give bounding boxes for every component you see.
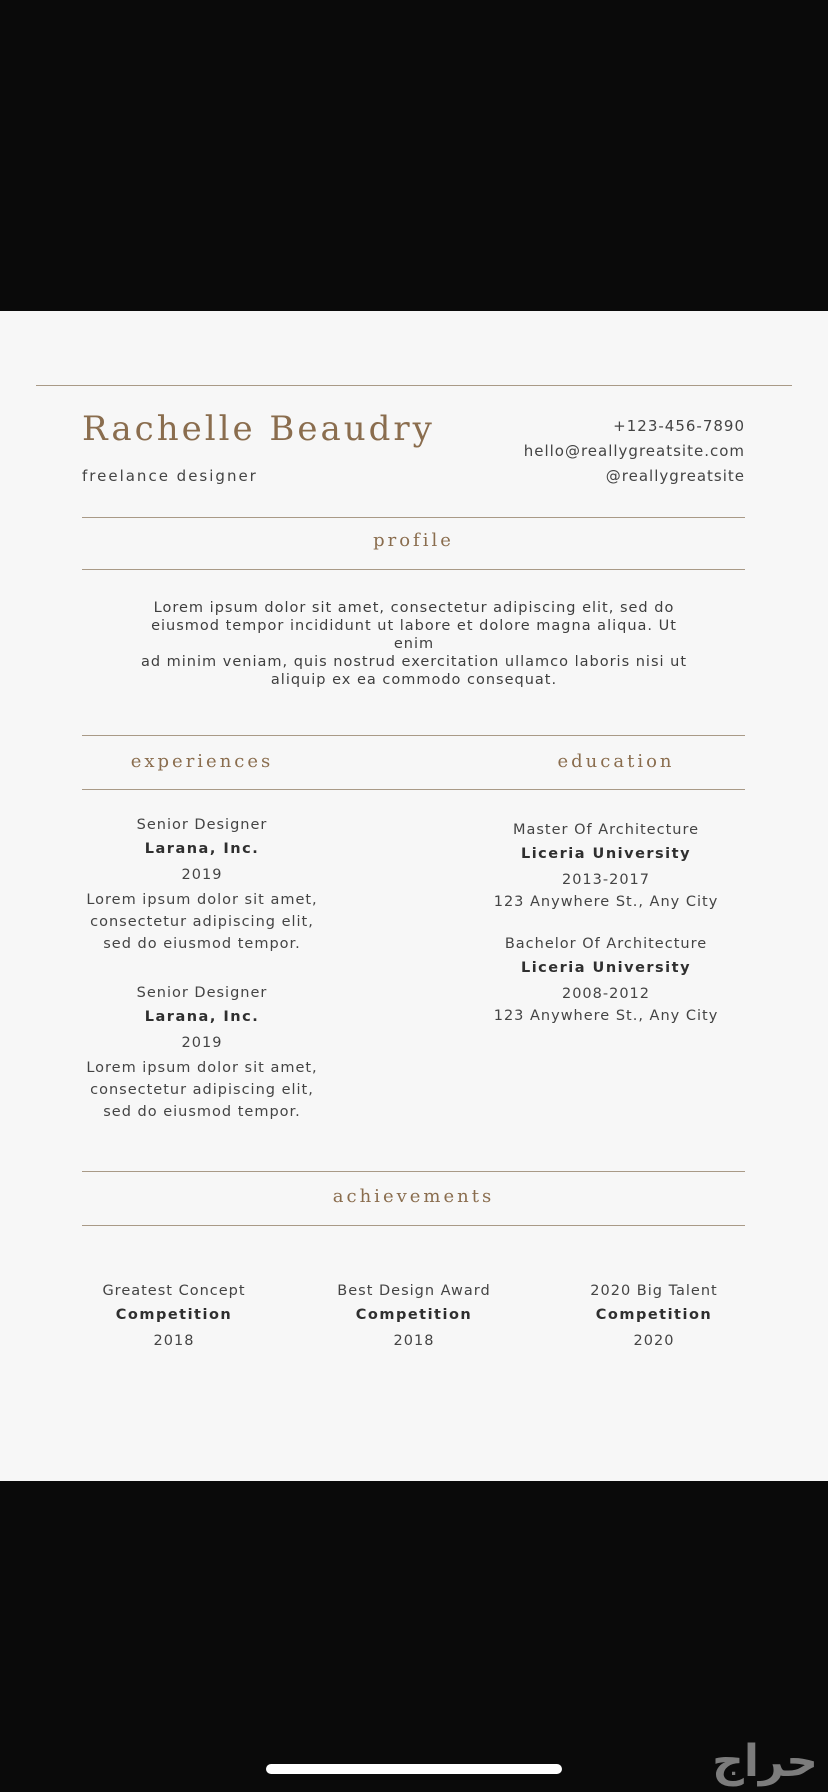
achievement-item (314, 1283, 514, 1349)
home-indicator[interactable] (266, 1764, 562, 1774)
profile-line: eiusmod tempor incididunt ut labore et dolore magna aliqua. Ut enim (151, 618, 677, 652)
achievement-year: 2018 (393, 1333, 435, 1349)
resume-page (0, 311, 828, 1481)
education-years: 2008-2012 (561, 986, 651, 1002)
profile-text (130, 599, 698, 689)
social-handle: @reallygreatsite (605, 467, 745, 485)
achievements-top-divider (82, 1171, 745, 1172)
experience-top-divider (82, 735, 745, 736)
achievement-title: Greatest Concept (102, 1283, 246, 1299)
profile-bottom-divider (82, 569, 745, 570)
profile-line: ad minim veniam, quis nostrud exercitation ullamco laboris nisi ut (140, 654, 688, 670)
experience-role: Senior Designer (136, 985, 268, 1001)
achievements-heading: achievements (332, 1186, 495, 1207)
education-school: Liceria University (520, 846, 692, 862)
experience-item (82, 817, 322, 955)
phone-number: +123-456-7890 (613, 417, 745, 435)
education-address: 123 Anywhere St., Any City (493, 1008, 719, 1024)
achievement-type: Competition (595, 1307, 713, 1323)
experience-desc-line: Lorem ipsum dolor sit amet, (86, 892, 318, 908)
experience-desc-line: sed do eiusmod tempor. (103, 1104, 301, 1120)
achievement-title: Best Design Award (337, 1283, 491, 1299)
education-heading: education (557, 751, 675, 772)
achievement-item (554, 1283, 754, 1349)
education-item (486, 822, 726, 910)
achievement-type: Competition (355, 1307, 473, 1323)
achievement-title: 2020 Big Talent (590, 1283, 718, 1299)
experience-desc-line: consectetur adipiscing elit, (90, 1082, 314, 1098)
experience-company: Larana, Inc. (144, 841, 260, 857)
achievement-year: 2018 (153, 1333, 195, 1349)
experience-bottom-divider (82, 789, 745, 790)
achievement-year: 2020 (633, 1333, 675, 1349)
education-degree: Master Of Architecture (512, 822, 700, 838)
experience-desc-line: consectetur adipiscing elit, (90, 914, 314, 930)
experience-company: Larana, Inc. (144, 1009, 260, 1025)
experience-item (82, 985, 322, 1123)
profile-line: aliquip ex ea commodo consequat. (270, 672, 558, 688)
achievement-item (74, 1283, 274, 1349)
education-years: 2013-2017 (561, 872, 651, 888)
profile-heading: profile (373, 530, 454, 551)
experiences-heading: experiences (130, 751, 274, 772)
achievements-bottom-divider (82, 1225, 745, 1226)
experience-description (82, 889, 322, 955)
experience-desc-line: sed do eiusmod tempor. (103, 936, 301, 952)
resume-name: Rachelle Beaudry (82, 409, 435, 449)
contact-block (524, 414, 745, 489)
experience-role: Senior Designer (136, 817, 268, 833)
experience-desc-line: Lorem ipsum dolor sit amet, (86, 1060, 318, 1076)
experience-description (82, 1057, 322, 1123)
profile-line: Lorem ipsum dolor sit amet, consectetur adipiscing elit, sed do (153, 600, 675, 616)
profile-top-divider (82, 517, 745, 518)
experience-year: 2019 (181, 867, 223, 883)
experience-year: 2019 (181, 1035, 223, 1051)
education-address: 123 Anywhere St., Any City (493, 894, 719, 910)
watermark-logo: حراج (712, 1736, 818, 1787)
education-degree: Bachelor Of Architecture (504, 936, 708, 952)
achievement-type: Competition (115, 1307, 233, 1323)
top-divider (36, 385, 792, 386)
education-item (486, 936, 726, 1024)
email-address: hello@reallygreatsite.com (523, 442, 745, 460)
resume-title: freelance designer (82, 467, 258, 485)
education-school: Liceria University (520, 960, 692, 976)
